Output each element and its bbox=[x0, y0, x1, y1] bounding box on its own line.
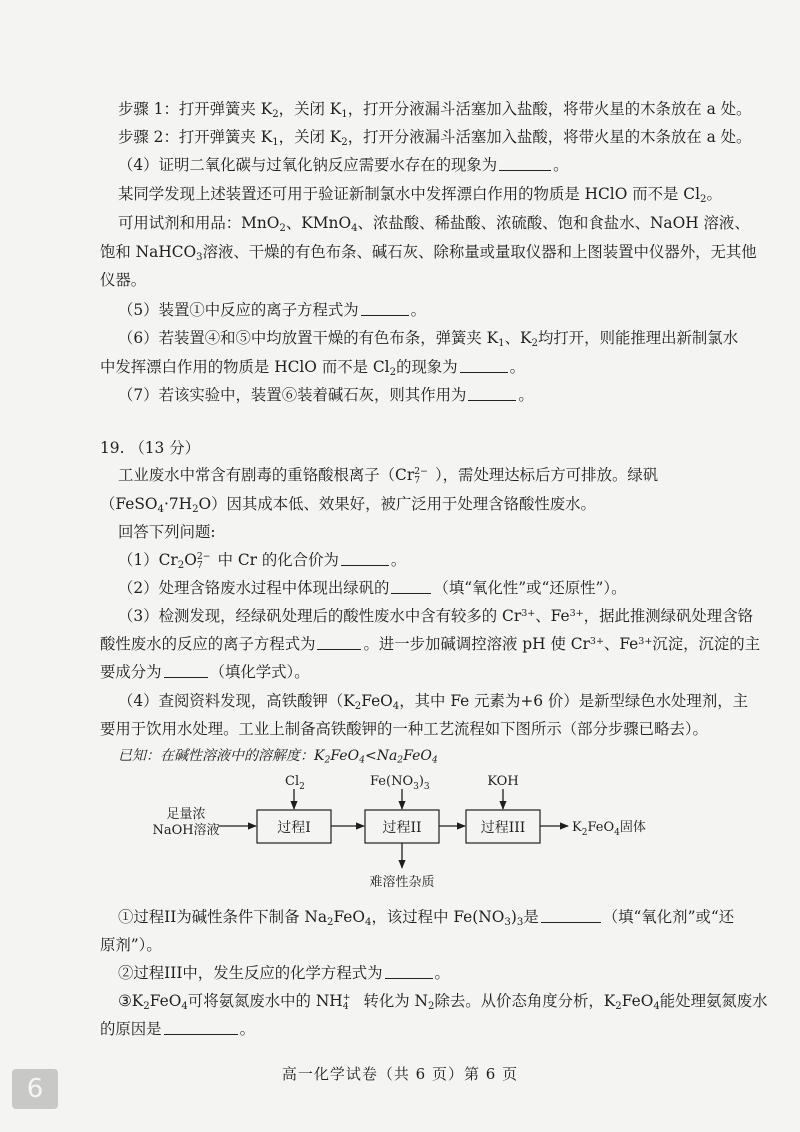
sub-question-3: $③K_2FeO_4$可将氨氮废水中的 NH + 4 转化为 $N_2$除去。从价态角度分析，$K_2FeO_4$能处理氨氮废水 bbox=[118, 991, 768, 1013]
answer-blank[interactable] bbox=[499, 156, 551, 171]
known-note: 已知：在碱性溶液中的溶解度：$K_2FeO_4<Na_2FeO_4$ bbox=[118, 748, 438, 766]
answer-blank[interactable] bbox=[460, 358, 508, 373]
input-label-2: NaOH溶液 bbox=[152, 823, 220, 838]
question-19-3: （3）检测发现，经绿矾处理后的酸性废水中含有较多的 $Cr^{3+}$、$Fe^{3+}$，据此推测绿矾处理含铬 bbox=[118, 607, 753, 625]
answer-blank[interactable] bbox=[391, 579, 431, 594]
paragraph-line: 仪器。 bbox=[100, 271, 147, 289]
paragraph-line: 回答下列问题: bbox=[118, 523, 216, 541]
answer-blank[interactable] bbox=[385, 964, 433, 979]
process-label-1: 过程I bbox=[277, 820, 311, 836]
output-label: $K_2FeO_4$固体 bbox=[572, 820, 646, 838]
question-5: （5）装置①中反应的离子方程式为 。 bbox=[118, 301, 427, 319]
paragraph-line: 饱和 NaHCO$_3$溶液、干燥的有色布条、碱石灰、除称量或量取仪器和上图装置中仪器外，无其他 bbox=[100, 243, 757, 263]
input-label-1: 足量浓 bbox=[166, 807, 206, 822]
answer-blank[interactable] bbox=[317, 635, 361, 650]
question-4: （4）证明二氧化碳与过氧化钠反应需要水存在的现象为 。 bbox=[118, 156, 569, 174]
answer-blank[interactable] bbox=[468, 386, 516, 401]
answer-blank[interactable] bbox=[361, 301, 409, 316]
reagent-cl2: $Cl_2$ bbox=[285, 774, 305, 792]
answer-blank[interactable] bbox=[164, 1020, 238, 1035]
sub-question-1-cont: 原剂”）。 bbox=[100, 936, 162, 954]
question-7: （7）若该实验中，装置⑥装着碱石灰，则其作用为 。 bbox=[118, 386, 534, 404]
question-19-3-cont: 酸性废水的反应的离子方程式为 。进一步加碱调控溶液 pH 使 $Cr^{3+}$、$Fe^{3+}$沉淀，沉淀的主 bbox=[100, 635, 761, 653]
sub-question-2: ②过程III中，发生反应的化学方程式为 。 bbox=[118, 964, 450, 982]
paragraph-line: 要用于饮用水处理。工业上制备高铁酸钾的一种工艺流程如下图所示（部分步骤已略去）。 bbox=[100, 720, 708, 738]
sub-question-1: ①过程II为碱性条件下制备 $Na_2FeO_4$，该过程中 $Fe(NO_3)_3$是 （填“氧化剂”或“还 bbox=[118, 908, 735, 928]
process-flow-diagram bbox=[0, 765, 800, 905]
answer-blank[interactable] bbox=[541, 908, 601, 923]
process-label-3: 过程III bbox=[480, 820, 526, 836]
process-label-2: 过程II bbox=[382, 820, 422, 836]
page-footer: 高一化学试卷（共 6 页）第 6 页 bbox=[281, 1065, 519, 1083]
paragraph-line: $(FeSO_4\cdot 7H_2O)$因其成本低、效果好，被广泛用于处理含铬酸性废水。 bbox=[100, 495, 596, 515]
paragraph-line: 工业废水中常含有剧毒的重铬酸根离子（Cr 2− 7 ），需处理达标后方可排放。绿矾 bbox=[118, 465, 659, 487]
question-19-heading: 19. （13 分） bbox=[100, 439, 201, 457]
question-19-2: （2）处理含铬废水过程中体现出绿矾的 （填“氧化性”或“还原性”）。 bbox=[118, 579, 627, 597]
question-19-3-cont: 要成分为 （填化学式）。 bbox=[100, 663, 310, 681]
question-19-1: $(1)Cr_2O$ 2− 7 中 Cr 的化合价为 。 bbox=[118, 550, 407, 572]
reagent-koh: KOH bbox=[487, 774, 519, 789]
paragraph-line: 某同学发现上述装置还可用于验证新制氯水中发挥漂白作用的物质是 HClO 而不是 $Cl_2$。 bbox=[118, 185, 722, 205]
reagent-feno3: $Fe(NO_3)_3$ bbox=[370, 774, 430, 792]
question-6: （6）若装置④和⑤中均放置干燥的有色布条，弹簧夹 $K_1$、$K_2$均打开，则能推理出新制氯水 bbox=[118, 329, 739, 349]
question-19-4: （4）查阅资料发现，高铁酸钾（$K_2FeO_4$，其中 Fe 元素为+6 价）是新型绿色水处理剂，主 bbox=[118, 692, 748, 712]
answer-blank[interactable] bbox=[341, 551, 389, 566]
impurity-label: 难溶性杂质 bbox=[369, 875, 435, 890]
step1-text: 步骤 1：打开弹簧夹 $K_2$，关闭 $K_1$，打开分液漏斗活塞加入盐酸，将带火星的木条放在 a 处。 bbox=[118, 100, 752, 120]
sub-question-3-cont: 的原因是 。 bbox=[100, 1020, 255, 1038]
paragraph-line: 可用试剂和用品：MnO$_2$、KMnO$_4$、浓盐酸、稀盐酸、浓硫酸、饱和食盐水、NaOH 溶液、 bbox=[118, 214, 750, 234]
question-6-cont: 中发挥漂白作用的物质是 HClO 而不是 $Cl_2$的现象为 。 bbox=[100, 358, 526, 378]
page-number-badge: 6 bbox=[12, 1069, 58, 1109]
answer-blank[interactable] bbox=[164, 663, 208, 678]
step2-text: 步骤 2：打开弹簧夹 $K_1$，关闭 $K_2$，打开分液漏斗活塞加入盐酸，将带火星的木条放在 a 处。 bbox=[118, 128, 752, 148]
